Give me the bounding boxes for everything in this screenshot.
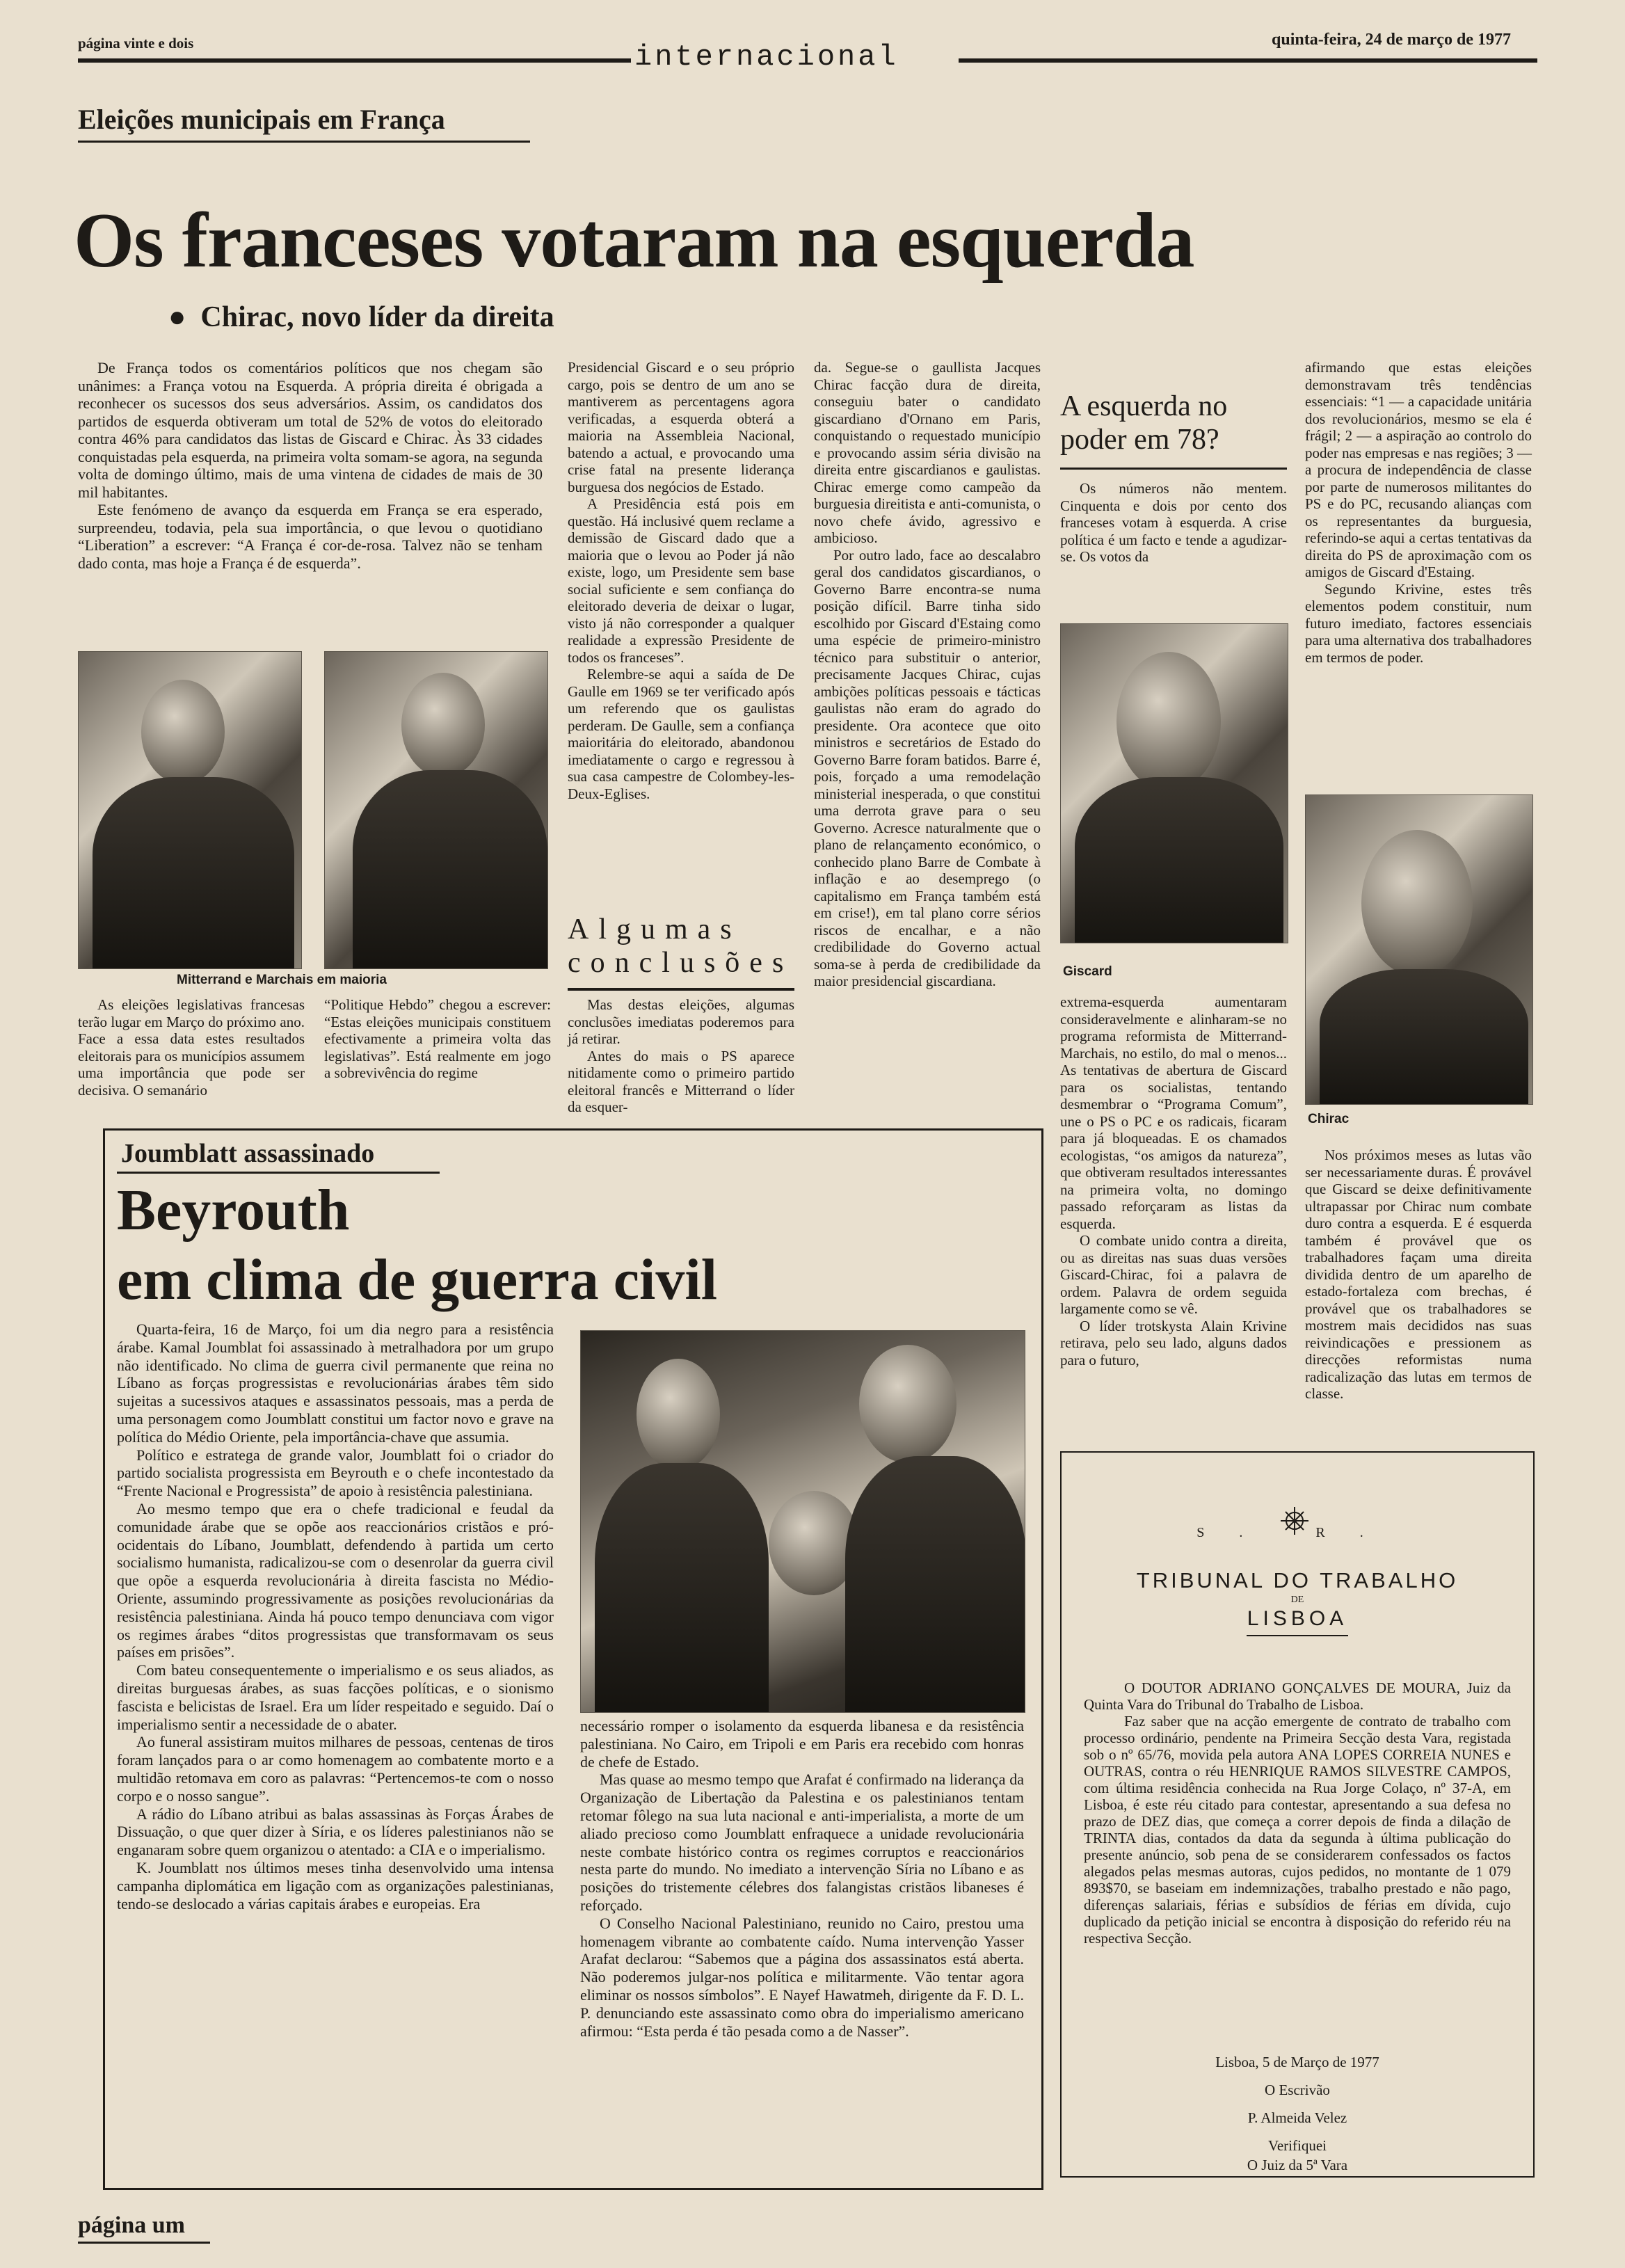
notice-juiz: O Juiz da 5ª Vara: [1247, 2157, 1348, 2173]
paragraph: extrema-esquerda aumentaram consideravelmente e alinharam-se no programa reformista de Mitterrand-Marchais, no estilo, do mal o menos... As tentativas de abertura de Giscard para os socialistas, tentando desmembrar o “Programa Comum”, une o PS o PC e os radicais, ficaram para já bloqueadas. E os chamados ecologistas, “os amigos da natureza”, que obtiveram resultados interessantes na primeira volta, no domingo passado reforçaram as listas da esquerda.: [1060, 993, 1287, 1232]
paragraph: O combate unido contra a direita, ou as direitas nas suas duas versões Giscard-Chirac, foi a palavra de ordem. Palavra de ordem seguida largamente como se vê.: [1060, 1232, 1287, 1317]
second-headline-1: Beyrouth: [117, 1178, 350, 1243]
article-kicker: Eleições municipais em França: [78, 104, 445, 135]
footer-page-label: página um: [78, 2212, 185, 2238]
photo-mitterrand: [78, 651, 302, 969]
paragraph: Político e estratega de grande valor, Joumblatt foi o criador do partido socialista progressista em Beyrouth e o chefe incontestado da “Frente Nacional e Progressista” de apoio à resistência palestiniana.: [117, 1446, 554, 1500]
caption-chirac: Chirac: [1308, 1112, 1350, 1126]
photo-giscard: [1060, 623, 1288, 943]
paragraph: As eleições legislativas francesas terão lugar em Março do próximo ano. Face a essa data estes resultados eleitorais para os municípios assumem uma importância que pode ser decisiva. O semanário: [78, 996, 305, 1099]
paragraph: Os números não mentem. Cinquenta e dois por cento dos franceses votam à esquerda. A crise política é um facto e tende a agudizar-se. Os votos da: [1060, 480, 1287, 565]
footer-underline: [78, 2242, 210, 2244]
notice-city: LISBOA: [1247, 1607, 1348, 1630]
second-col2: [580, 1717, 1024, 2040]
paragraph: K. Joumblatt nos últimos meses tinha desenvolvido uma intensa campanha diplomática em ligação com as organizações palestinianas, tendo-se deslocado a várias capitais árabes e europeias. Era: [117, 1858, 554, 1912]
paragraph: Relembre-se aqui a saída de De Gaulle em 1969 se ter verificado após um referendo que os gaulistas perderam. De Gaulle, sem a confiança maioritária do eleitorado, abandonou imediatamente o cargo e regressou à sua casa campestre de Colombey-les-Deux-Eglises.: [568, 666, 794, 802]
paragraph: O líder trotskysta Alain Krivine retirava, pelo seu lado, alguns dados para o futuro,: [1060, 1317, 1287, 1368]
bullet-icon: ●: [168, 301, 201, 333]
subsection-title-2: A esquerda no poder em 78?: [1060, 390, 1228, 456]
paragraph: Ao mesmo tempo que era o chefe tradicional e feudal da comunidade árabe que se opõe aos reaccionários cristãos e pró-ocidentais do Líbano, Joumblatt, defendendo à partida um certo socialismo humanista, radicalizou-se com o desenrolar da guerra civil que opõe a esquerda revolucionária à direita fascista no Médio-Oriente, assumindo progressivamente as posições revolucionárias da resistência palestiniana. Ainda há pouco tempo denunciava com vigor os regimes árabes “ditos progressistas que transformavam os seus países em prisões”.: [117, 1499, 554, 1661]
notice-escrivao: O Escrivão: [1265, 2082, 1330, 2098]
subhead: [168, 301, 554, 334]
main-col1b: [78, 996, 305, 1099]
paragraph: Mas quase ao mesmo tempo que Arafat é confirmado na liderança da Organização de Libertação da Palestina e os palestinianos tentam retomar fôlego na sua luta nacional e anti-imperialista, a morte de um aliado precioso como Joumblatt enfraquece a unidade revolucionária neste combate histórico contra os regimes corruptos e reaccionários nesta parte do mundo. No imediato a intervenção Síria no Líbano e as posições do tristemente célebres dos falangistas cristãos libaneses é reforçado.: [580, 1771, 1024, 1914]
paragraph: Este fenómeno de avanço da esquerda em França se era esperado, surpreendeu, todavia, pela sua importância, o que levou o quotidiano “Liberation” a escrever: “A França é cor-de-rosa. Talvez não se tenham dado conta, mas hoje a França é de esquerda”.: [78, 501, 543, 572]
paragraph: Quarta-feira, 16 de Março, foi um dia negro para a resistência árabe. Kamal Joumblat foi assassinado à metralhadora por um grupo não identificado. No clima de guerra civil permanente que reina no Líbano as forças progressistas e revolucionárias árabes têm sido sujeitas a sucessivos ataques e assassinatos pessoais, mas a perda de uma personagem como Joumblatt constitui um factor novo e grave na política do Médio Oriente, pela importância-chave que assumia.: [117, 1320, 554, 1446]
paragraph: Ao funeral assistiram muitos milhares de pessoas, centenas de tiros foram lançados para o ar como homenagem ao combatente morto e a multidão retomava em coro as palavras: “Pertencemos-te com o nosso corpo e o nosso sangue”.: [117, 1733, 554, 1805]
photo-beirut: [580, 1330, 1025, 1713]
main-col3: [814, 359, 1041, 990]
subsection-rule: [568, 988, 794, 991]
photo-marchais: [324, 651, 548, 969]
caption-giscard: Giscard: [1063, 964, 1112, 979]
paragraph: A rádio do Líbano atribui as balas assassinas às Forças Árabes de Dissuação, o que quer dizer à Síria, e os líderes palestinianos não se enganaram sobre quem organizou o atentado: a CIA e o imperialismo.: [117, 1805, 554, 1859]
headline: Os franceses votaram na esquerda: [74, 198, 1194, 284]
main-col5a: [1305, 359, 1532, 666]
paragraph: De França todos os comentários políticos que nos chegam são unânimes: a França votou na Esquerda. A própria direita é obrigada a reconhecer os sucessos dos seus adversários. Assim, os candidatos dos partidos de esquerda obtiveram um total de 52% de votos do eleitorado contra 46% para candidatos das listas de Giscard e Chirac. Às 33 cidades conquistadas pela esquerda, na primeira volta somam-se agora, na segunda volta de domingo último, mais de uma vintena de cidades de mais de 30 mil habitantes.: [78, 359, 543, 501]
paragraph: O Conselho Nacional Palestiniano, reunido no Cairo, prestou uma homenagem vibrante ao combatente caído. Numa intervenção Yasser Arafat declarou: “Sabemos que a página dos assassinatos está aberta. Não poderemos julgar-nos política e militarmente. Vão tentar agora eliminar os nossos símbolos”. E Nayef Hawatmeh, dirigente da F. D. L. P. denunciando este assassinato como obra do imperialismo americano afirmou: “Esta perda é tão pesada como a de Nasser”.: [580, 1914, 1024, 2040]
paragraph: Segundo Krivine, estes três elementos podem constituir, num futuro imediato, factores essenciais para uma alternativa dos trabalhadores em termos de poder.: [1305, 580, 1532, 666]
paragraph: Nos próximos meses as lutas vão ser necessariamente duras. É provável que Giscard se deixe definitivamente ultrapassar por Chirac num combate duro contra a esquerda. E é esquerda também é provável que os trabalhadores façam uma direita dividida dentro de um aparelho de estado-fortaleza com brechas, é provável que os trabalhadores se mostrem mais decididos nas suas reivindicações e pressionem as direcções reformistas numa radicalização das lutas em termos de classe.: [1305, 1147, 1532, 1402]
paragraph: necessário romper o isolamento da esquerda libanesa e da resistência palestiniana. No Cairo, em Tripoli e em Paris era recebido com honras de chefe de Estado.: [580, 1717, 1024, 1771]
subsection-rule-2: [1060, 468, 1287, 470]
notice-body: [1084, 1679, 1511, 1947]
main-col1: [78, 359, 543, 572]
paragraph: da. Segue-se o gaullista Jacques Chirac facção dura de direita, conseguiu bater o candidato giscardiano d'Ornano em Paris, conquistando o requestado município e provocando assim séria divisão na direita entre giscardianos e gaulistas. Chirac emerge como campeão da burguesia direitista e anti-comunista, o novo chefe ávido, agressivo e ambicioso.: [814, 359, 1041, 546]
main-col1c: [324, 996, 551, 1082]
paragraph: Por outro lado, face ao descalabro geral dos candidatos giscardianos, o Governo Barre encontra-se numa posição difícil. Barre tinha sido escolhido por Giscard d'Estaing como uma espécie de primeiro-ministro técnico para substituir o anterior, precisamente Jacques Chirac, cujas ambições políticas pessoais e tácticas gaulistas não eram do agrado do presidente. Ora acontece que oito ministros e secretários de Estado do Governo Barre foram batidos. Barre é, pois, forçado a uma remodelação ministerial inesperada, o que constitui uma derrota grave para o seu Governo. Acresce naturalmente que o plano de relançamento económico, o conhecido plano Barre de Combate à inflação e ao desemprego (o capitalismo em França também está em crise!), em tal plano corre sérios riscos de encalhar, e a não credibilidade do Governo actual soma-se à perda de credibilidade da maior presidencial giscardiana.: [814, 546, 1041, 989]
photo-chirac: [1305, 794, 1533, 1105]
notice-escrivao-name: P. Almeida Velez: [1247, 2109, 1347, 2126]
paragraph: O DOUTOR ADRIANO GONÇALVES DE MOURA, Juiz da Quinta Vara do Tribunal do Trabalho de Lisboa.: [1084, 1679, 1511, 1713]
second-col1: [117, 1320, 554, 1912]
issue-date: quinta-feira, 24 de março de 1977: [1272, 31, 1511, 49]
paragraph: Antes do mais o PS aparece nitidamente como o primeiro partido eleitoral francês e Mitterrand o líder da esquer-: [568, 1047, 794, 1115]
subhead-text: Chirac, novo líder da direita: [200, 301, 554, 333]
main-col4a: [1060, 480, 1287, 566]
main-col5b: [1305, 1147, 1532, 1403]
paragraph: Presidencial Giscard e o seu próprio cargo, pois se dentro de um ano se mantiverem as percentagens agora verificadas, a esquerda obterá a maioria na Assembleia Nacional, batendo a actual, e provocando uma crise fatal na presente liderança burguesa dos negócios de Estado.: [568, 359, 794, 495]
notice-verifiquei: Verifiquei: [1268, 2137, 1327, 2154]
legal-notice: [1060, 1451, 1535, 2178]
second-headline-2: em clima de guerra civil: [117, 1247, 718, 1312]
second-article-kicker: Joumblatt assassinado: [117, 1138, 378, 1169]
paragraph: Faz saber que na acção emergente de contrato de trabalho com processo ordinário, pendente na Primeira Secção desta Vara, registada sob o nº 65/76, movida pela autora ANA LOPES CORREIA NUNES e OUTRAS, contra o réu HENRIQUE RAMOS SILVESTRE CAMPOS, com última residência conhecida na Rua Jorge Colaço, nº 37-A, em Lisboa, é este réu citado para contestar, apresentando a sua defesa no prazo de DEZ dias, que começa a correr depois de finda a dilação de TRINTA dias, contados da data da segunda à última publicação do presente anúncio, sob pena de se considerarem confessados os factos alegados pelas mesmas autoras, cujos pedidos, no montante de 1 079 893$70, se baseiam em indemnizações, trabalho prestado e não pago, diferenças salariais, férias e subsídios de férias em dívida, cujo duplicado da petição inicial se encontra à disposição do referido réu na respectiva Secção.: [1084, 1713, 1511, 1947]
header-rule-left: [78, 58, 631, 63]
main-col2b: [568, 996, 794, 1116]
page-folio: página vinte e dois: [78, 35, 194, 51]
paragraph: “Politique Hebdo” chegou a escrever: “Estas eleições municipais constituem efectivamente a primeira volta das legislativas”. Está realmente em jogo a sobrevivência do regime: [324, 996, 551, 1081]
photo-caption: Mitterrand e Marchais em maioria: [177, 973, 387, 987]
kicker-underline: [78, 141, 530, 143]
paragraph: afirmando que estas eleições demonstravam três tendências essenciais: “1 — a capacidade unitária dos revolucionários, mesmo se ela é frágil; 2 — a aspiração ao controlo do poder nas empresas e nas regiões; 3 — a procura de independência de classe por parte de numerosos militantes do PS e do PC, recusando alianças com os representantes da burguesia, referindo-se aqui a certas tentativas da direita do PS de aproximação com os amigos de Giscard d'Estaing.: [1305, 359, 1532, 580]
notice-date: Lisboa, 5 de Março de 1977: [1215, 2054, 1379, 2070]
paragraph: A Presidência está pois em questão. Há inclusivé quem reclame a demissão de Giscard dado que a maioria que o levou ao Poder já não existe, logo, um Presidente sem base social suficiente e sem confiança do eleitorado deveria de deixar o lugar, visto já não corresponder a qualquer realidade a expressão Presidente de todos os franceses”.: [568, 495, 794, 666]
notice-sr: S. R.: [1196, 1525, 1398, 1540]
second-kicker-underline: [117, 1172, 440, 1174]
notice-de: DE: [1290, 1595, 1304, 1605]
header-rule-right: [959, 58, 1537, 63]
main-col2: [568, 359, 794, 802]
paragraph: Mas destas eleições, algumas conclusões imediatas poderemos para já retirar.: [568, 996, 794, 1047]
notice-city-rule: [1247, 1635, 1348, 1636]
subsection-title: Algumas conclusões: [568, 913, 794, 979]
paragraph: Com bateu consequentemente o imperialismo e os seus aliados, as direitas burguesas árabes, as suas facções políticas, e o sionismo fascista e belicistas de Israel. Era um líder respeitado e seguido. Daí o imperialismo sentir a necessidade de o abater.: [117, 1661, 554, 1733]
notice-title: TRIBUNAL DO TRABALHO: [1136, 1568, 1459, 1592]
main-col4b: [1060, 993, 1287, 1368]
section-title: internacional: [634, 40, 899, 74]
